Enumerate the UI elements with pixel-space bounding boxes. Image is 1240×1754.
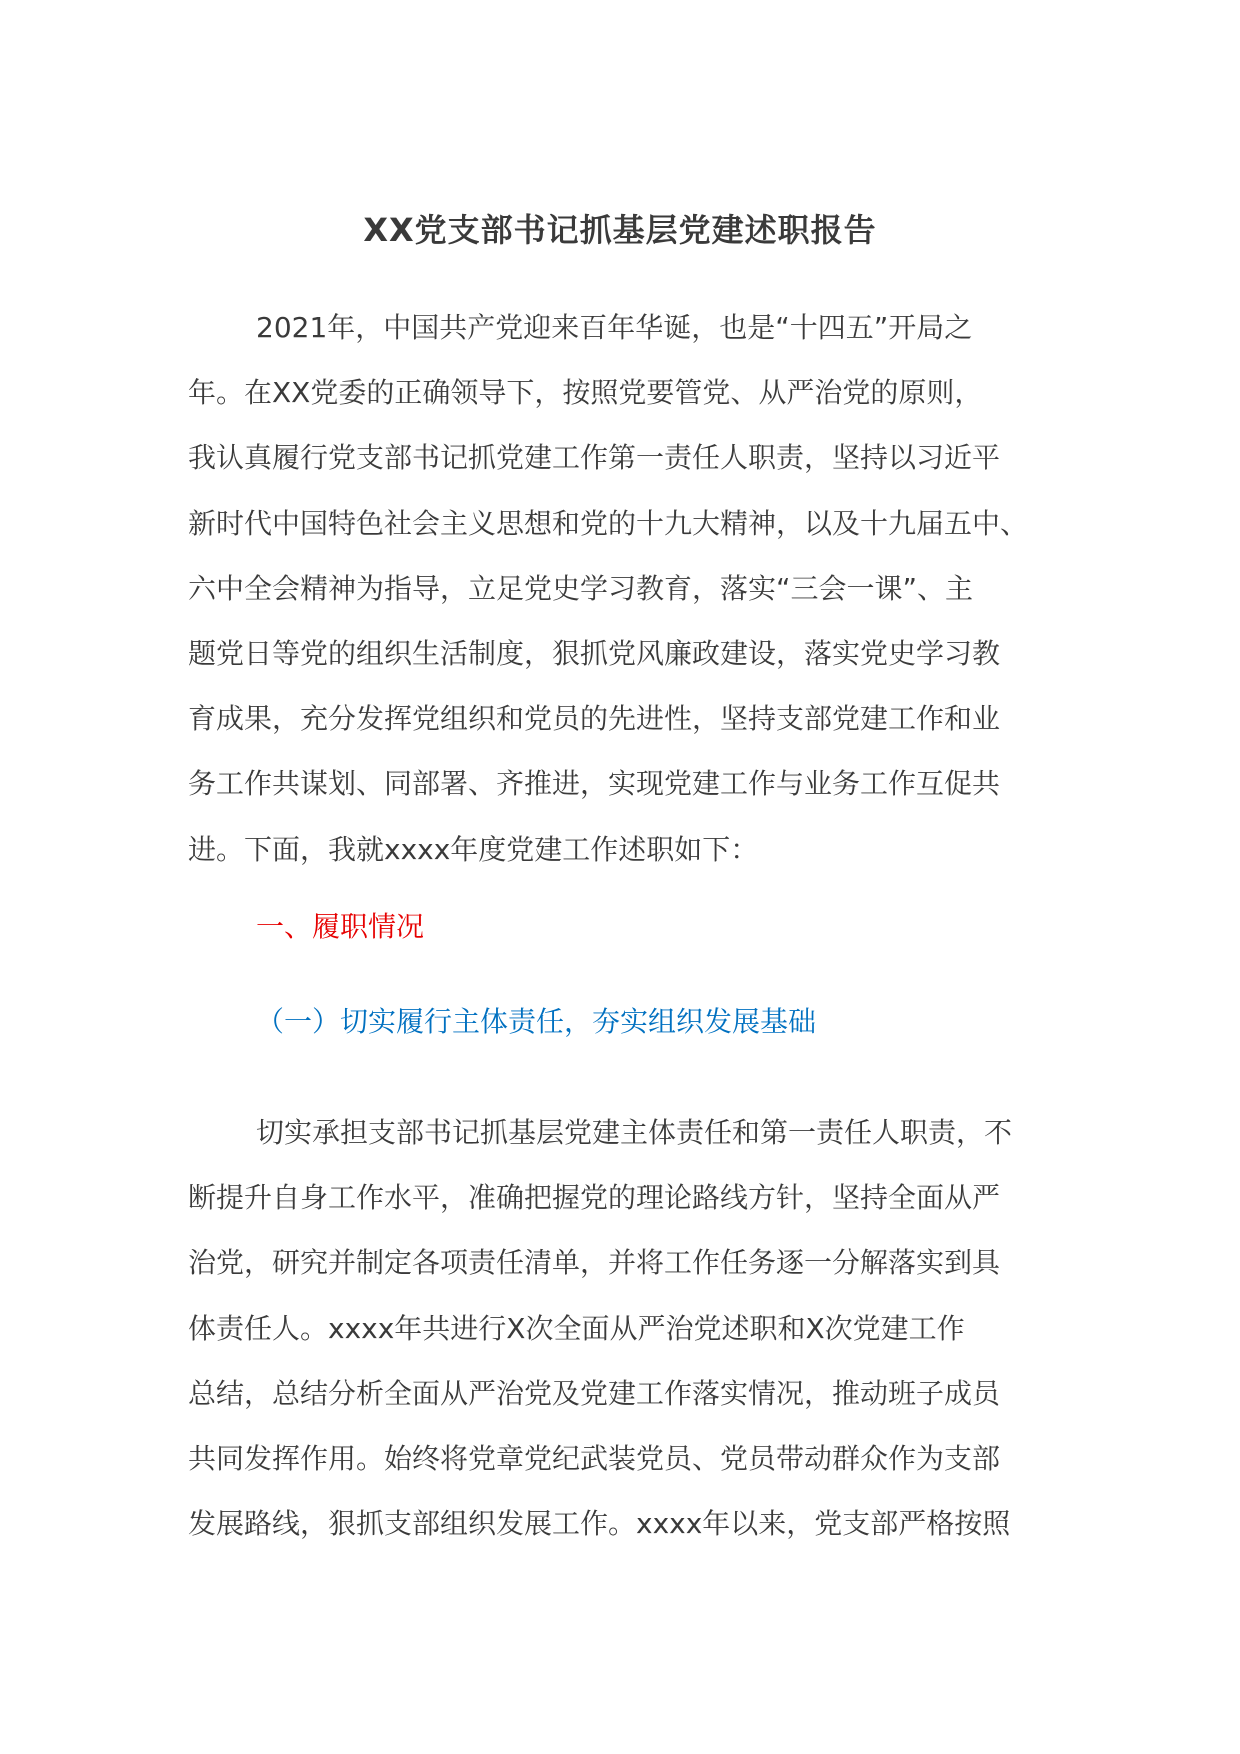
section1-paragraph (188, 1100, 1056, 1556)
section1-line: 体责任人。xxxx年共进行X次全面从严治党述职和X次党建工作 (188, 1311, 965, 1345)
intro-line: 我认真履行党支部书记抓党建工作第一责任人职责，坚持以习近平 (188, 441, 1001, 475)
intro-line: 新时代中国特色社会主义思想和党的十九大精神，以及十九届五中、 (188, 506, 1029, 540)
section1-line: 发展路线，狠抓支部组织发展工作。xxxx年以来，党支部严格按照 (188, 1507, 1011, 1541)
intro-line: 2021年，中国共产党迎来百年华诞，也是“十四五”开局之 (256, 311, 973, 344)
intro-line: 六中全会精神为指导，立足党史学习教育，落实“三会一课”、主 (188, 571, 974, 605)
intro-line: 年。在XX党委的正确领导下，按照党要管党、从严治党的原则， (188, 376, 983, 410)
section1-line: 断提升自身工作水平，准确把握党的理论路线方针，坚持全面从严 (188, 1181, 1001, 1215)
section1-line: 总结，总结分析全面从严治党及党建工作落实情况，推动班子成员 (188, 1376, 1001, 1410)
subsection-heading-responsibility: （一）切实履行主体责任，夯实组织发展基础 (256, 1005, 817, 1038)
section1-line: 共同发挥作用。始终将党章党纪武装党员、党员带动群众作为支部 (188, 1441, 1001, 1475)
section-heading-performance: 一、履职情况 (256, 910, 425, 943)
section1-line: 治党，研究并制定各项责任清单，并将工作任务逐一分解落实到具 (188, 1246, 1001, 1280)
intro-line: 务工作共谋划、同部署、齐推进，实现党建工作与业务工作互促共 (188, 767, 1001, 801)
intro-line: 进。下面，我就xxxx年度党建工作述职如下： (188, 832, 759, 866)
section1-line: 切实承担支部书记抓基层党建主体责任和第一责任人职责，不 (256, 1116, 1013, 1149)
intro-line: 题党日等党的组织生活制度，狠抓党风廉政建设，落实党史学习教 (188, 636, 1001, 670)
document-title: XX党支部书记抓基层党建述职报告 (363, 211, 877, 249)
intro-paragraph (188, 295, 1056, 882)
intro-line: 育成果，充分发挥党组织和党员的先进性，坚持支部党建工作和业 (188, 702, 1001, 736)
